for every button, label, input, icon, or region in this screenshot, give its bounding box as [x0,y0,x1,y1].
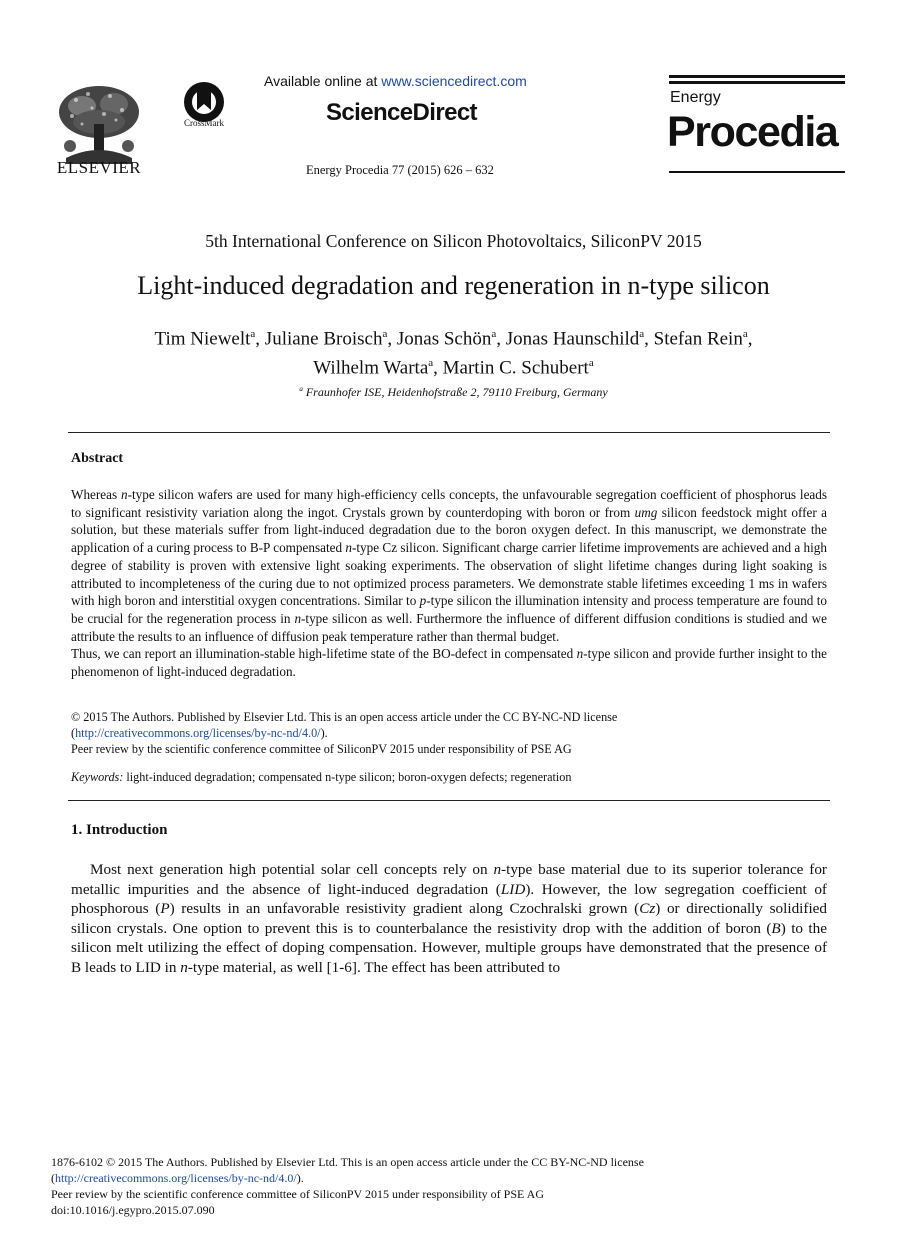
italic-term: n [180,958,188,976]
author-line-1 [0,322,907,351]
footer-issn-line: 1876-6102 © 2015 The Authors. Published by Elsevier Ltd. This is an open access article under the CC BY-NC-ND license [51,1155,644,1169]
license-url-link[interactable]: http://creativecommons.org/licenses/by-nc-nd/4.0/ [75,726,321,740]
sciencedirect-link[interactable]: www.sciencedirect.com [381,73,527,89]
abstract-body [71,486,827,681]
license-paren-open: ( [71,726,76,740]
keywords-label: Keywords: [71,770,124,784]
author-affiliation-marker: a [588,357,594,370]
affiliation-text: Fraunhofer ISE, Heidenhofstraße 2, 79110 Freiburg, Germany [302,385,608,399]
journal-brand-bottom-rule [669,171,845,173]
italic-term: B [771,919,781,937]
author-affiliation-marker: a [491,328,497,340]
license-block [71,709,831,757]
author-affiliation-marker: a [382,328,388,340]
abstract-heading: Abstract [71,451,124,466]
publisher-logo-label: ELSEVIER [56,158,142,177]
author-name: Wilhelm Warta [313,357,429,379]
available-prefix: Available online at [264,73,382,89]
available-online-line [264,73,527,89]
license-paren-close: ). [320,726,328,740]
introduction-paragraph [71,860,827,977]
author-separator: , [387,328,397,350]
author-separator: , [496,328,506,350]
author-list [0,322,907,381]
crossmark-label: CrossMark [184,118,224,128]
footer-paren-close: ). [296,1171,304,1185]
text-run: -type silicon and provide further insight to the phenomenon of light-induced degradation. [71,646,827,680]
journal-brand-rules [669,75,845,87]
text-run: Most next generation high potential solar cell concepts rely on [90,861,494,878]
author-separator: , [433,357,443,379]
author-name: Martin C. Schubert [442,357,589,379]
sciencedirect-wordmark: ScienceDirect [326,99,477,126]
abstract-paragraph-1 [71,486,827,645]
footer-license-url-link[interactable]: http://creativecommons.org/licenses/by-nc-nd/4.0/ [55,1171,297,1185]
footer-paren-open: ( [51,1171,55,1185]
italic-term: n [493,861,502,878]
author-name: Tim Niewelt [154,328,251,350]
conference-name: 5th International Conference on Silicon Photovoltaics, SiliconPV 2015 [205,231,702,251]
italic-term: n [120,487,128,502]
journal-brand-main: Procedia [667,108,838,156]
affiliation [0,385,907,400]
author-name: Jonas Schön [396,328,492,350]
text-run: -type silicon as well. Furthermore the influence of different diffusion conditions is studied and we attribute the results to an influence of diffusion peak temperature rather than thermal budget. [71,610,827,644]
author-name: Juliane Broisch [264,328,383,350]
author-line-2 [0,351,907,380]
author-name: Jonas Haunschild [505,328,640,350]
text-run: ) or directionally solidified silicon crystals. One option to prevent this is to counterbalance the resistivity drop with the addition of boron ( [71,900,827,937]
author-affiliation-marker: a [742,328,748,340]
bottom-divider [68,800,830,801]
text-run: Thus, we can report an illumination-stable high-lifetime state of the BO-defect in compensated [71,646,577,662]
text-run: Whereas [71,487,121,502]
article-title: Light-induced degradation and regeneration in n-type silicon [137,271,770,300]
italic-term: p [419,593,427,609]
top-divider [68,432,830,433]
italic-term: n [294,610,302,626]
text-run: -type base material due to its superior tolerance for metallic impurities and the absence of light-induced degradation ( [71,861,827,898]
license-line-2 [71,725,831,741]
text-run: -type material, as well [1-6]. The effect has been attributed to [187,958,561,976]
journal-brand-top: Energy [670,89,721,106]
footer-url-line [51,1170,871,1186]
text-run: -type silicon wafers are used for many high-efficiency cells concepts, the unfavourable segregation coefficient of phosphorus leads to significant resistivity variation along the ingot. Crystals grown by counterdoping with boron or from [71,487,827,520]
italic-term: n [576,646,584,662]
text-run: ) to the silicon melt utilizing the effect of doping compensation. However, multiple groups have demonstrated that the presence of B leads to LID in [71,919,827,976]
italic-term: n [345,540,352,556]
license-peer-review: Peer review by the scientific conference committee of SiliconPV 2015 under responsibility of PSE AG [71,742,572,756]
license-line-1: © 2015 The Authors. Published by Elsevier Ltd. This is an open access article under the CC BY-NC-ND license [71,710,618,724]
author-separator: , [644,328,654,350]
journal-reference: Energy Procedia 77 (2015) 626 – 632 [306,163,494,177]
author-affiliation-marker: a [428,357,434,370]
affiliation-marker: a [299,385,303,393]
introduction-heading: 1. Introduction [71,822,168,838]
text-run: ). However, the low segregation coefficient of phosphorous ( [71,880,827,917]
author-separator: , [255,328,265,350]
author-name: Stefan Rein [653,328,743,350]
italic-term: Cz [639,900,656,917]
author-affiliation-marker: a [250,328,256,340]
italic-term: LID [500,880,526,898]
author-separator: , [747,328,753,350]
author-affiliation-marker: a [639,328,645,340]
text-run: -type silicon the illumination intensity and process temperature are found to be crucial for the regeneration process in [71,593,827,626]
text-run: silicon feedstock might offer a solution, but these materials suffer from light-induced degradation due to the boron oxygen defect. In this manuscript, we demonstrate the application of a curing process to B-P compensated [71,504,828,556]
text-run: -type Cz silicon. Significant charge carrier lifetime improvements are achieved and a high degree of stability is proven with extensive light soaking experiments. The observation of slight lifetime changes during light soaking is attributed to incompleteness of the curing due to not optimized process parameters. We demonstrate stable lifetimes exceeding 1 ms in wafers with high boron and interstitial oxygen concentrations. Similar to [71,540,827,609]
page-footer [51,1154,871,1218]
footer-doi[interactable]: doi:10.1016/j.egypro.2015.07.090 [51,1203,215,1217]
italic-term: P [160,900,170,917]
keywords-line [71,769,831,785]
text-run: ) results in an unfavorable resistivity gradient along Czochralski grown ( [169,900,640,917]
footer-peer-review: Peer review by the scientific conference committee of SiliconPV 2015 under responsibility of PSE AG [51,1187,545,1201]
abstract-paragraph-2 [71,645,827,680]
keywords-text: light-induced degradation; compensated n-type silicon; boron-oxygen defects; regeneration [123,770,572,784]
italic-term: umg [634,504,658,520]
